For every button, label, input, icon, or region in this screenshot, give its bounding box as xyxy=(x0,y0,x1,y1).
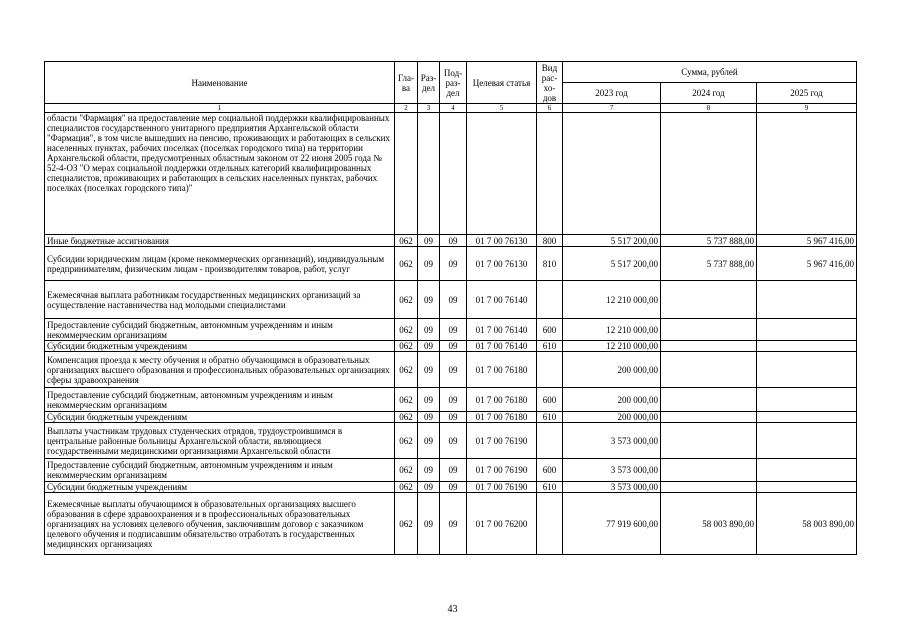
row-sum-2024 xyxy=(661,459,757,482)
row-podrazdel: 09 xyxy=(440,493,467,555)
row-podrazdel: 09 xyxy=(440,281,467,319)
table-row xyxy=(45,319,857,341)
row-sum-2024 xyxy=(661,388,757,412)
row-sum-2025 xyxy=(757,341,857,352)
row-podrazdel: 09 xyxy=(440,459,467,482)
row-name: Предоставление субсидий бюджетным, автономным учреждениям и иным некоммерческим организациям xyxy=(45,388,395,412)
column-number: 2 xyxy=(395,104,418,113)
row-sum-2024: 5 737 888,00 xyxy=(661,247,757,281)
header-razdel: Раз-дел xyxy=(418,62,440,104)
row-sum-2025: 58 003 890,00 xyxy=(757,493,857,555)
table-row xyxy=(45,388,857,412)
table-row xyxy=(45,482,857,493)
row-name: Субсидии бюджетным учреждениям xyxy=(45,482,395,493)
header-podrazdel: Под-раз-дел xyxy=(440,62,467,104)
row-sum-2023: 3 573 000,00 xyxy=(563,423,661,459)
row-name: Предоставление субсидий бюджетным, автономным учреждениям и иным некоммерческим организациям xyxy=(45,459,395,482)
row-podrazdel xyxy=(440,113,467,235)
row-sum-2025: 5 967 416,00 xyxy=(757,235,857,247)
row-target: 01 7 00 76180 xyxy=(467,352,537,388)
row-vid: 810 xyxy=(537,247,563,281)
row-podrazdel: 09 xyxy=(440,319,467,341)
row-podrazdel: 09 xyxy=(440,341,467,352)
row-glava: 062 xyxy=(395,388,418,412)
row-target: 01 7 00 76140 xyxy=(467,319,537,341)
row-sum-2025: 5 967 416,00 xyxy=(757,247,857,281)
row-sum-2023: 12 210 000,00 xyxy=(563,341,661,352)
header-2023: 2023 год xyxy=(563,83,661,104)
row-vid: 610 xyxy=(537,482,563,493)
table-row xyxy=(45,247,857,281)
row-razdel xyxy=(418,113,440,235)
row-glava: 062 xyxy=(395,352,418,388)
row-sum-2023: 200 000,00 xyxy=(563,388,661,412)
row-target xyxy=(467,113,537,235)
row-name: Предоставление субсидий бюджетным, автономным учреждениям и иным некоммерческим организациям xyxy=(45,319,395,341)
row-razdel: 09 xyxy=(418,235,440,247)
row-glava: 062 xyxy=(395,247,418,281)
row-glava xyxy=(395,113,418,235)
table-row xyxy=(45,281,857,319)
row-razdel: 09 xyxy=(418,247,440,281)
row-sum-2023 xyxy=(563,113,661,235)
row-sum-2024 xyxy=(661,341,757,352)
row-glava: 062 xyxy=(395,412,418,423)
row-target: 01 7 00 76130 xyxy=(467,235,537,247)
row-sum-2024 xyxy=(661,319,757,341)
row-sum-2024 xyxy=(661,423,757,459)
row-sum-2023: 200 000,00 xyxy=(563,412,661,423)
row-glava: 062 xyxy=(395,423,418,459)
row-name: Субсидии бюджетным учреждениям xyxy=(45,412,395,423)
row-sum-2025 xyxy=(757,423,857,459)
row-name: Компенсация проезда к месту обучения и обратно обучающимся в образовательных организациях высшего образования и профессиональных образовательных организациях сферы здравоохранения xyxy=(45,352,395,388)
row-sum-2025 xyxy=(757,281,857,319)
row-razdel: 09 xyxy=(418,388,440,412)
budget-table xyxy=(44,61,857,555)
column-numbers-row xyxy=(45,104,857,113)
row-sum-2025 xyxy=(757,459,857,482)
column-number: 9 xyxy=(757,104,857,113)
row-name: Иные бюджетные ассигнования xyxy=(45,235,395,247)
row-sum-2025 xyxy=(757,113,857,235)
column-number: 8 xyxy=(661,104,757,113)
row-podrazdel: 09 xyxy=(440,482,467,493)
row-glava: 062 xyxy=(395,235,418,247)
row-sum-2023: 12 210 000,00 xyxy=(563,281,661,319)
row-name: области "Фармация" на предоставление мер социальной поддержки квалифицированных специалистов государственного унитарного предприятия Архангельской области "Фармация", в том числе вышедших на пенсию, проживающих и работающих в сельских населенных пунктах, рабочих поселках (поселках городского типа) на территории Архангельской области, предусмотренных областным законом от 22 июня 2005 года № 52-4-ОЗ "О мерах социальной поддержки отдельных категорий квалифицированных специалистов, проживающих и работающих в сельских населенных пунктах, рабочих поселках (поселках городского типа)" xyxy=(45,113,395,235)
row-sum-2024 xyxy=(661,281,757,319)
row-name: Ежемесячные выплаты обучающимся в образовательных организациях высшего образования в сфере здравоохранения и в профессиональных образовательных организациях на условиях целевого обучения, заключившим договор с заказчиком целевого обучения и подписавшим обязательство отработать в государственных медицинских организациях xyxy=(45,493,395,555)
row-vid: 600 xyxy=(537,319,563,341)
row-glava: 062 xyxy=(395,493,418,555)
row-name: Субсидии юридическим лицам (кроме некоммерческих организаций), индивидуальным предпринимателям, физическим лицам - производителям товаров, работ, услуг xyxy=(45,247,395,281)
row-vid: 800 xyxy=(537,235,563,247)
page-number: 43 xyxy=(447,604,458,615)
column-number: 7 xyxy=(563,104,661,113)
table-row xyxy=(45,493,857,555)
row-name: Субсидии бюджетным учреждениям xyxy=(45,341,395,352)
row-razdel: 09 xyxy=(418,459,440,482)
row-podrazdel: 09 xyxy=(440,247,467,281)
column-number: 3 xyxy=(418,104,440,113)
row-podrazdel: 09 xyxy=(440,412,467,423)
header-name: Наименование xyxy=(45,62,395,104)
row-vid xyxy=(537,493,563,555)
table-row xyxy=(45,341,857,352)
row-vid xyxy=(537,113,563,235)
row-sum-2023: 3 573 000,00 xyxy=(563,459,661,482)
row-sum-2024 xyxy=(661,352,757,388)
row-glava: 062 xyxy=(395,459,418,482)
row-sum-2025 xyxy=(757,352,857,388)
row-target: 01 7 00 76130 xyxy=(467,247,537,281)
row-target: 01 7 00 76190 xyxy=(467,482,537,493)
row-sum-2025 xyxy=(757,482,857,493)
row-sum-2023: 200 000,00 xyxy=(563,352,661,388)
table-row xyxy=(45,113,857,235)
row-vid xyxy=(537,281,563,319)
row-sum-2023: 12 210 000,00 xyxy=(563,319,661,341)
row-sum-2024: 58 003 890,00 xyxy=(661,493,757,555)
row-target: 01 7 00 76190 xyxy=(467,459,537,482)
row-podrazdel: 09 xyxy=(440,423,467,459)
row-glava: 062 xyxy=(395,482,418,493)
row-name: Ежемесячная выплата работникам государственных медицинских организаций за осуществление наставничества над молодыми специалистами xyxy=(45,281,395,319)
row-target: 01 7 00 76180 xyxy=(467,388,537,412)
header-glava: Гла-ва xyxy=(395,62,418,104)
header-2025: 2025 год xyxy=(757,83,857,104)
row-vid: 600 xyxy=(537,459,563,482)
row-razdel: 09 xyxy=(418,423,440,459)
header-target: Целевая статья xyxy=(467,62,537,104)
header-vid: Вид рас-хо-дов xyxy=(537,62,563,104)
row-podrazdel: 09 xyxy=(440,352,467,388)
table-row xyxy=(45,235,857,247)
header-sum: Сумма, рублей xyxy=(563,62,857,83)
table-row xyxy=(45,459,857,482)
column-number: 5 xyxy=(467,104,537,113)
row-razdel: 09 xyxy=(418,319,440,341)
header-2024: 2024 год xyxy=(661,83,757,104)
table-row xyxy=(45,412,857,423)
column-number: 4 xyxy=(440,104,467,113)
row-target: 01 7 00 76140 xyxy=(467,281,537,319)
row-vid: 610 xyxy=(537,412,563,423)
row-target: 01 7 00 76140 xyxy=(467,341,537,352)
row-target: 01 7 00 76190 xyxy=(467,423,537,459)
row-sum-2025 xyxy=(757,412,857,423)
row-vid: 610 xyxy=(537,341,563,352)
row-target: 01 7 00 76200 xyxy=(467,493,537,555)
row-sum-2024 xyxy=(661,113,757,235)
row-target: 01 7 00 76180 xyxy=(467,412,537,423)
row-glava: 062 xyxy=(395,319,418,341)
row-vid xyxy=(537,352,563,388)
table-row xyxy=(45,352,857,388)
row-sum-2023: 5 517 200,00 xyxy=(563,247,661,281)
row-razdel: 09 xyxy=(418,341,440,352)
row-sum-2023: 77 919 600,00 xyxy=(563,493,661,555)
row-sum-2024 xyxy=(661,482,757,493)
row-name: Выплаты участникам трудовых студенческих отрядов, трудоустроившимся в центральные районные больницы Архангельской области, являющиеся государственными медицинскими организациями Архангельской области xyxy=(45,423,395,459)
row-razdel: 09 xyxy=(418,493,440,555)
row-glava: 062 xyxy=(395,281,418,319)
row-sum-2025 xyxy=(757,319,857,341)
row-sum-2023: 3 573 000,00 xyxy=(563,482,661,493)
row-razdel: 09 xyxy=(418,412,440,423)
row-sum-2023: 5 517 200,00 xyxy=(563,235,661,247)
row-podrazdel: 09 xyxy=(440,388,467,412)
table-row xyxy=(45,423,857,459)
row-glava: 062 xyxy=(395,341,418,352)
row-razdel: 09 xyxy=(418,352,440,388)
row-razdel: 09 xyxy=(418,482,440,493)
row-sum-2024: 5 737 888,00 xyxy=(661,235,757,247)
row-podrazdel: 09 xyxy=(440,235,467,247)
column-number: 1 xyxy=(45,104,395,113)
row-razdel: 09 xyxy=(418,281,440,319)
column-number: 6 xyxy=(537,104,563,113)
row-vid: 600 xyxy=(537,388,563,412)
row-sum-2025 xyxy=(757,388,857,412)
row-sum-2024 xyxy=(661,412,757,423)
row-vid xyxy=(537,423,563,459)
